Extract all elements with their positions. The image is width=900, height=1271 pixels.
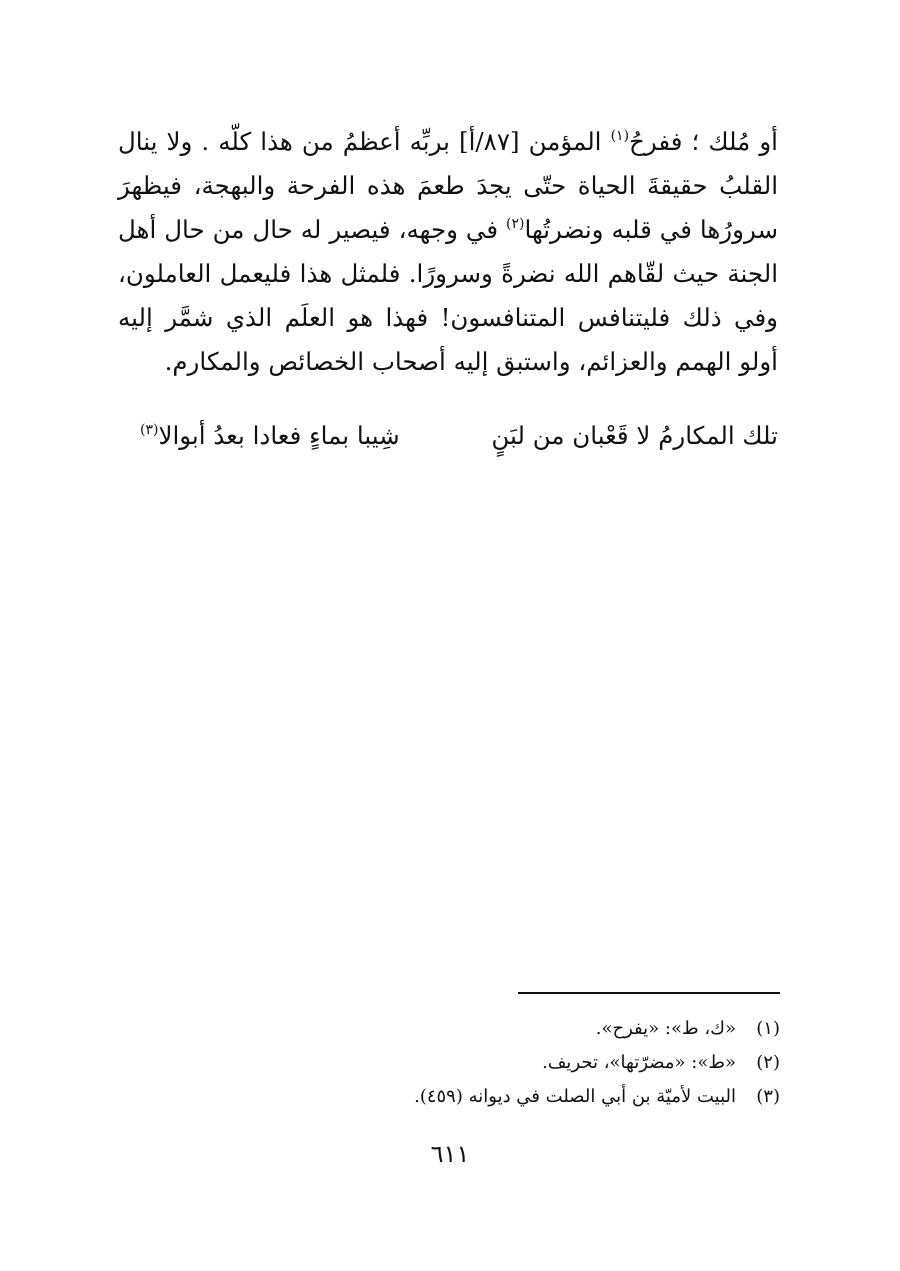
footnote-ref-3[interactable]: (٣) bbox=[140, 422, 159, 438]
footnote-text: «ط»: «مضرّتها»، تحريف. bbox=[542, 1052, 736, 1073]
page-number: ٦١١ bbox=[430, 1140, 470, 1168]
footnotes bbox=[118, 1012, 780, 1114]
verse-first-hemistich: تلك المكارمُ لا قَعْبان من لبَنٍ bbox=[491, 421, 778, 450]
footnote-ref-1[interactable]: (١) bbox=[610, 128, 630, 144]
main-paragraph bbox=[118, 120, 778, 384]
paragraph bbox=[118, 120, 778, 384]
verse-second-hemistich bbox=[140, 414, 400, 458]
text-segment: المؤمن [٨٧/أ] بربِّه أعظمُ من هذا كلّه . ولا ينال القلبُ حقيقةَ الحياة حتّى يجدَ طعمَ هذه الفرحة والبهجة، فيظهرَ سرورُها في قلبه ونضرتُها bbox=[118, 127, 778, 244]
footnote-text: البيت لأميّة بن أبي الصلت في ديوانه (٤٥٩). bbox=[414, 1086, 736, 1107]
footnote-ref-2[interactable]: (٢) bbox=[506, 216, 525, 232]
footnote-number: (٢) bbox=[756, 1052, 780, 1073]
footnote-divider bbox=[518, 992, 780, 994]
footnote-item bbox=[118, 1046, 780, 1080]
footnote-text: «ك، ط»: «يفرح». bbox=[595, 1018, 736, 1039]
text-segment: في وجهه، فيصير له حال من حال أهل الجنة حيث لقّاهم الله نضرةً وسرورًا. فلمثل هذا فليعمل العاملون، وفي ذلك فليتنافس المتنافسون! فهذا هو العلَم الذي شمَّر إليه أولو الهمم والعزائم، واستبق إليه أصحاب الخصائص والمكارم. bbox=[118, 215, 778, 376]
footnote-number: (٣) bbox=[756, 1086, 780, 1107]
footnote-item bbox=[118, 1012, 780, 1046]
text-segment: أو مُلك ؛ ففرحُ bbox=[629, 127, 778, 156]
footnote-number: (١) bbox=[756, 1018, 780, 1039]
footnote-item bbox=[118, 1080, 780, 1114]
verse-second-text: شِيبا بماءٍ فعادا بعدُ أبوالا bbox=[158, 421, 400, 450]
poetry-verse bbox=[118, 414, 778, 462]
